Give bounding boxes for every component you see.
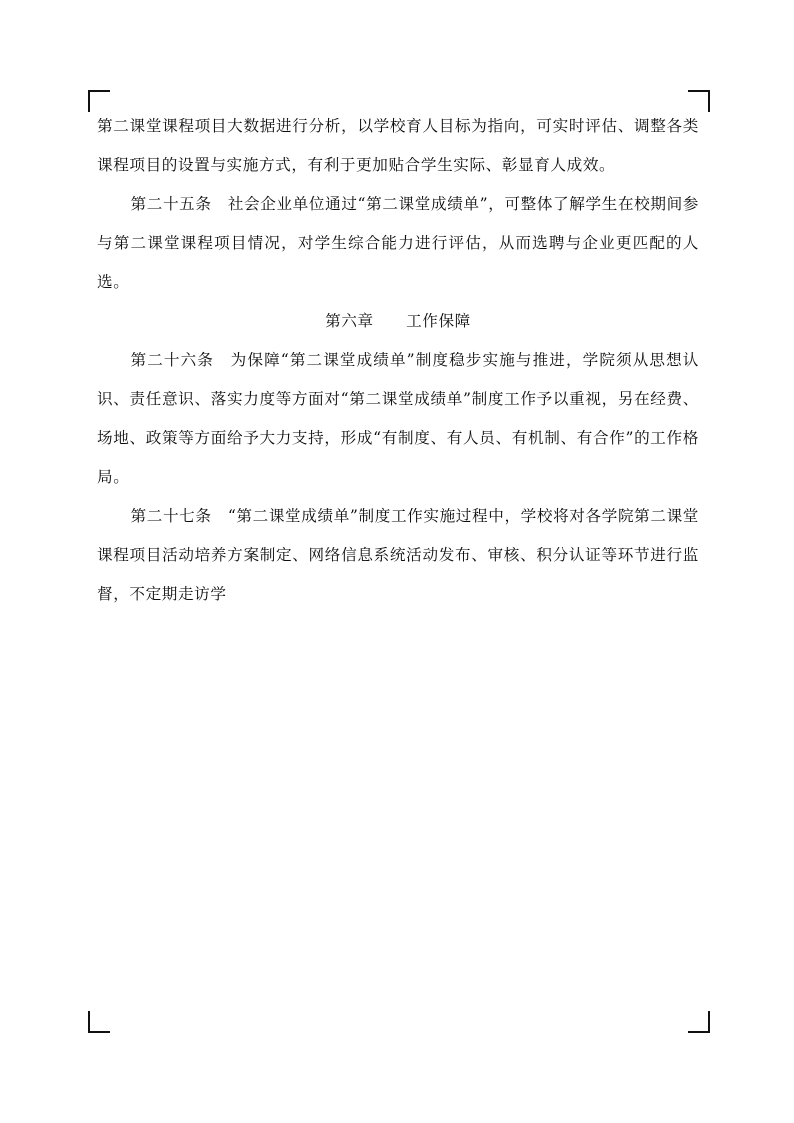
paragraph-article-25: 第二十五条 社会企业单位通过“第二课堂成绩单”，可整体了解学生在校期间参与第二课堂课程项目情况，对学生综合能力进行评估，从而选聘与企业更匹配的人选。 bbox=[97, 195, 699, 291]
paragraph-continuation: 第二课堂课程项目大数据进行分析，以学校育人目标为指向，可实时评估、调整各类课程项目的设置与实施方式，有利于更加贴合学生实际、彰显育人成效。 bbox=[97, 117, 699, 174]
crop-mark-bottom-right bbox=[688, 1011, 710, 1033]
crop-mark-bottom-left bbox=[88, 1011, 110, 1033]
paragraph-article-26: 第二十六条 为保障“第二课堂成绩单”制度稳步实施与推进，学院须从思想认识、责任意识、落实力度等方面对“第二课堂成绩单”制度工作予以重视，另在经费、场地、政策等方面给予大力支持，形成“有制度、有人员、有机制、有合作”的工作格局。 bbox=[97, 351, 699, 486]
document-text-body bbox=[97, 107, 699, 614]
paragraph-article-27: 第二十七条 “第二课堂成绩单”制度工作实施过程中，学校将对各学院第二课堂课程项目活动培养方案制定、网络信息系统活动发布、审核、积分认证等环节进行监督，不定期走访学 bbox=[97, 507, 699, 603]
chapter-heading-6: 第六章 工作保障 bbox=[325, 312, 471, 330]
